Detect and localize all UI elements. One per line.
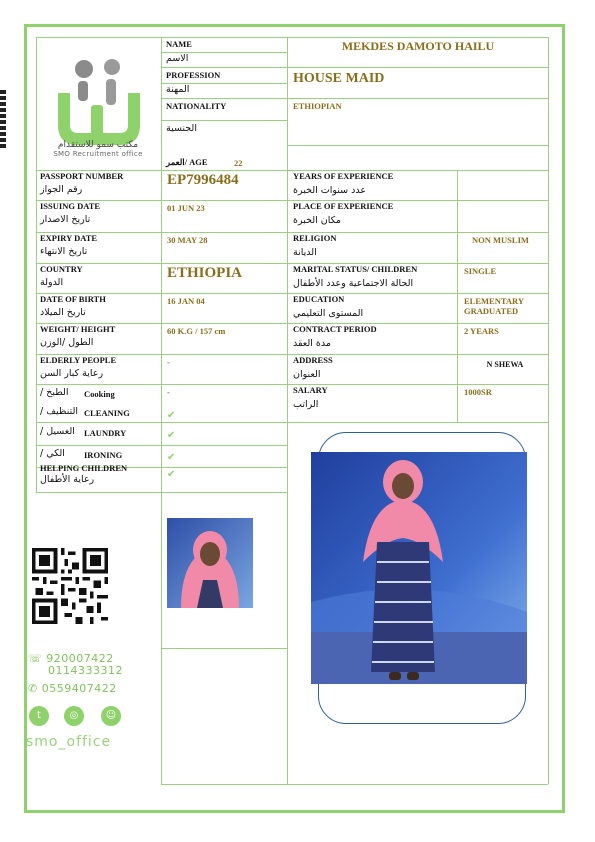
right-row-value: ELEMENTARY GRADUATED — [464, 296, 524, 316]
phone-number-2[interactable]: 0114333312 — [48, 664, 123, 677]
left-row-label: ISSUING DATE — [40, 201, 101, 211]
right-row-label: RELIGION — [293, 233, 337, 243]
right-row-label-ar: الحالة الاجتماعية وعدد الأطفال — [293, 278, 414, 289]
instagram-icon[interactable]: ◎ — [64, 706, 84, 726]
left-row-value: ✔ — [167, 452, 176, 463]
right-row-value: NON MUSLIM — [472, 235, 529, 245]
logo-english: SMO Recruitment office — [53, 150, 143, 158]
left-row-label: CLEANING — [84, 408, 130, 418]
nationality-label: NATIONALITY — [166, 101, 227, 111]
profession-label: PROFESSION — [166, 70, 221, 80]
left-row-value: ✔ — [167, 430, 176, 441]
left-row-label-ar: التنظيف / — [40, 406, 78, 417]
whatsapp-row — [28, 682, 117, 695]
left-row-value: - — [167, 357, 170, 367]
left-row-label-ar: الطبخ / — [40, 387, 69, 398]
left-row-label-ar: تاريخ الاصدار — [40, 214, 91, 225]
left-row-label-ar: رعاية كبار السن — [40, 368, 104, 379]
left-row-label: WEIGHT/ HEIGHT — [40, 324, 116, 334]
whatsapp-number[interactable]: 0559407422 — [41, 682, 117, 695]
right-row-label: EDUCATION — [293, 294, 345, 304]
left-row-label: ELDERLY PEOPLE — [40, 355, 117, 365]
right-row-label: YEARS OF EXPERIENCE — [293, 171, 394, 181]
right-row-label-ar: العنوان — [293, 369, 321, 380]
right-row-value: 2 YEARS — [464, 326, 499, 336]
left-row-value: 16 JAN 04 — [167, 296, 205, 306]
left-row-value: ✔ — [167, 410, 176, 421]
right-row-label-ar: الديانة — [293, 247, 317, 258]
right-row-label-ar: الراتب — [293, 399, 319, 410]
logo-caption — [36, 140, 160, 158]
left-row-label-ar: رعاية الأطفال — [40, 474, 95, 485]
left-row-label-ar: الدولة — [40, 277, 64, 288]
left-row-value: ✔ — [167, 469, 176, 480]
twitter-icon[interactable]: t — [29, 706, 49, 726]
social-handle[interactable]: smo_office — [26, 734, 112, 750]
left-row-label: HELPING CHILDREN — [40, 463, 128, 473]
phone-icon: ☏ — [28, 652, 43, 665]
right-row-label: CONTRACT PERIOD — [293, 324, 377, 334]
left-row-label: EXPIRY DATE — [40, 233, 98, 243]
qr-code-icon — [28, 548, 112, 624]
left-row-label-ar: الكي / — [40, 448, 65, 459]
left-row-label: IRONING — [84, 450, 123, 460]
profession-label-ar: المهنة — [166, 84, 190, 95]
name-label-ar: الاسم — [166, 53, 189, 64]
right-row-label-ar: مكان الخبرة — [293, 215, 341, 226]
left-row-label-ar: تاريخ الميلاد — [40, 307, 86, 318]
name-value: MEKDES DAMOTO HAILU — [341, 39, 495, 53]
left-row-label: Cooking — [84, 389, 115, 399]
left-row-label-ar: رقم الجواز — [40, 184, 83, 195]
candidate-photo-full — [311, 452, 527, 684]
left-row-label-ar: الطول /الوزن — [40, 337, 94, 348]
logo-arabic: مكتب سمو للاستقدام — [57, 140, 139, 150]
left-row-label-ar: تاريخ الانتهاء — [40, 246, 88, 257]
right-row-label: SALARY — [293, 385, 328, 395]
left-row-label: LAUNDRY — [84, 428, 127, 438]
age-label: العمر/ AGE — [166, 157, 208, 167]
right-row-label: PLACE OF EXPERIENCE — [293, 201, 394, 211]
left-row-label: DATE OF BIRTH — [40, 294, 106, 304]
left-row-label-ar: الغسيل / — [40, 426, 75, 437]
name-label: NAME — [166, 39, 192, 49]
barcode-strip — [0, 88, 8, 158]
right-row-value: 1000SR — [464, 387, 492, 397]
right-row-label-ar: مدة العقد — [293, 338, 331, 349]
right-row-label: ADDRESS — [293, 355, 333, 365]
left-row-value: 60 K.G / 157 cm — [167, 326, 226, 336]
left-row-value: - — [167, 387, 170, 397]
left-row-value: EP7996484 — [167, 172, 239, 188]
snapchat-icon[interactable]: ☺ — [101, 706, 121, 726]
nationality-value: ETHIOPIAN — [293, 101, 342, 111]
phone-row-2 — [48, 664, 123, 677]
right-row-label-ar: عدد سنوات الخبرة — [293, 185, 366, 196]
nationality-label-ar: الجنسية — [166, 123, 197, 134]
right-row-label: MARITAL STATUS/ CHILDREN — [293, 264, 418, 274]
profession-value: HOUSE MAID — [293, 71, 385, 86]
left-row-value: 01 JUN 23 — [167, 203, 205, 213]
left-row-label: COUNTRY — [40, 264, 83, 274]
candidate-photo-small — [167, 518, 253, 608]
age-value: 22 — [234, 158, 243, 168]
left-row-value: ETHIOPIA — [167, 265, 243, 281]
left-row-value: 30 MAY 28 — [167, 235, 208, 245]
right-row-label-ar: المستوى التعليمي — [293, 308, 364, 319]
whatsapp-icon: ✆ — [28, 682, 38, 695]
right-row-value: N SHEWA — [486, 360, 524, 369]
left-row-label: PASSPORT NUMBER — [40, 171, 124, 181]
right-row-value: SINGLE — [464, 266, 497, 276]
phone-number-1[interactable]: 920007422 — [46, 652, 114, 665]
